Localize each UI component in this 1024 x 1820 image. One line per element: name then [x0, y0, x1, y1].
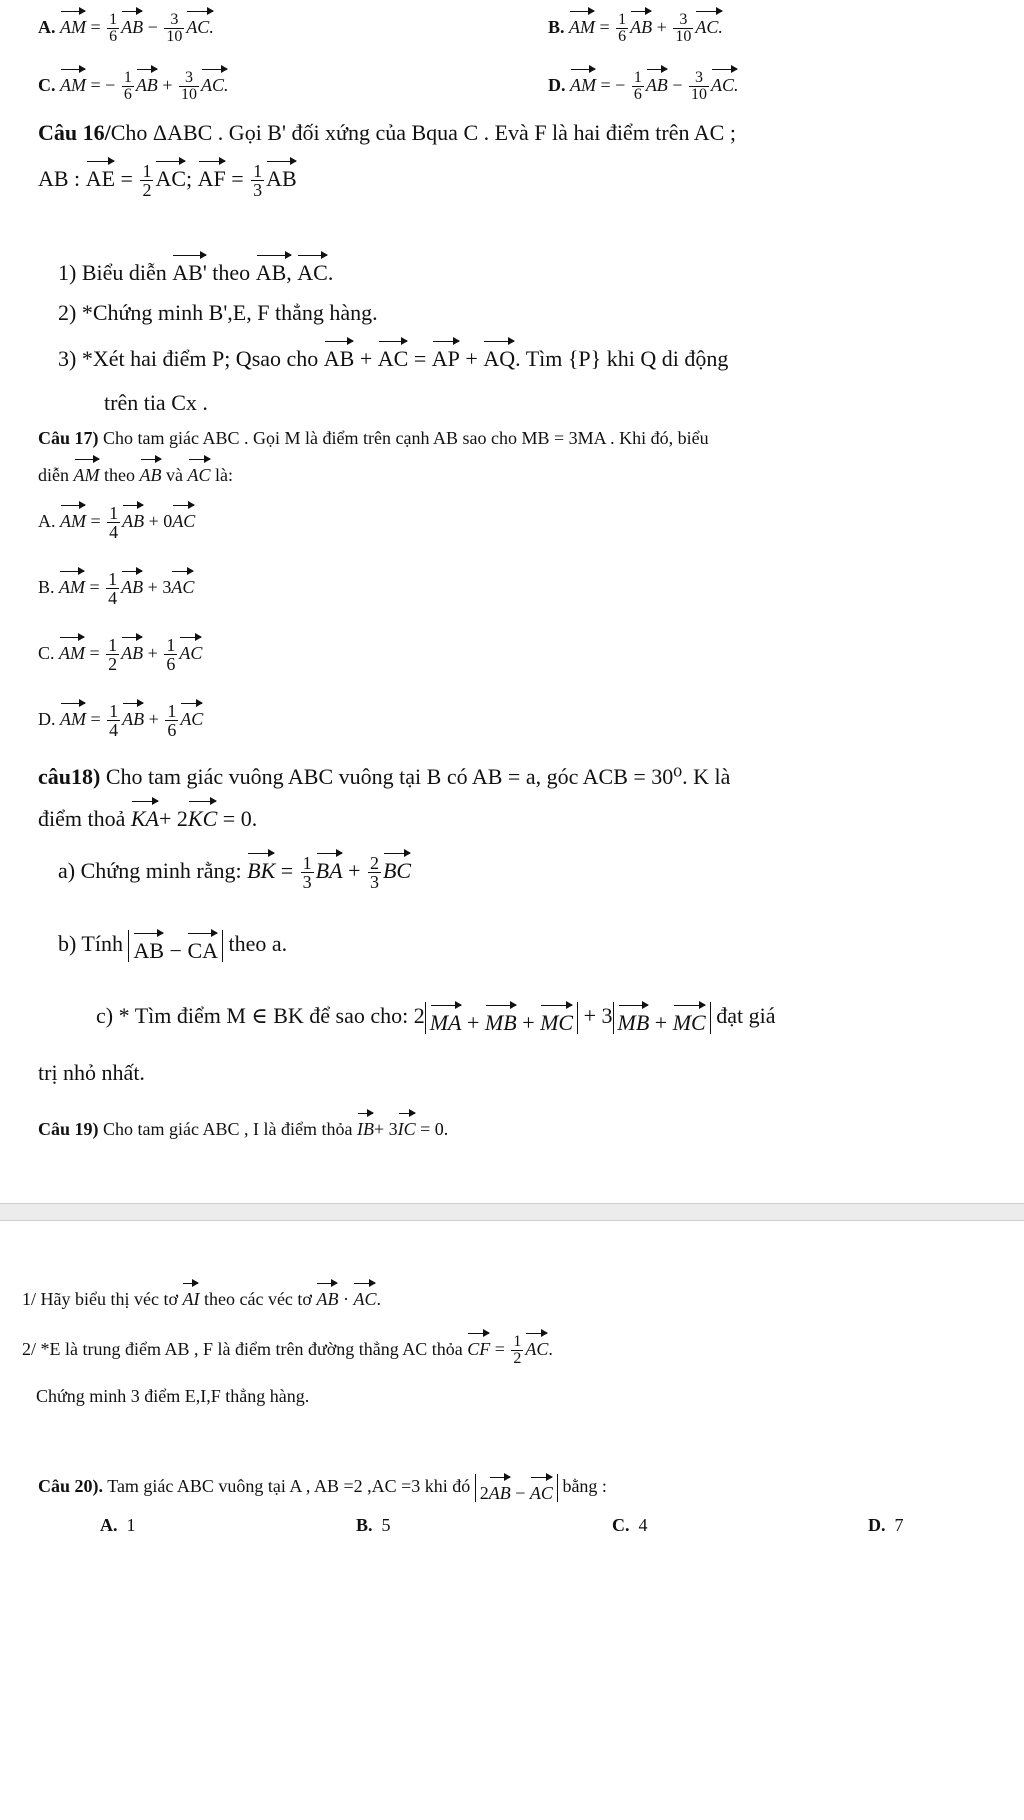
q18-part-c-line2: trị nhỏ nhất.	[38, 1060, 145, 1085]
q15-option-c: C. AM = − $\frac{1}{6}$ AB + $\frac{3}{10}$ AC.	[38, 66, 228, 103]
q20-option-c: C. 4	[612, 1515, 648, 1535]
q18-heading: câu18) Cho tam giác vuông ABC vuông tại B có AB = a, góc ACB = 30⁰. K là	[38, 764, 731, 789]
q18-part-a: a) Chứng minh rằng: BK = $\frac{1}{3}$ BA + $\frac{2}{3}$ BC	[58, 850, 411, 891]
q15-option-a: A. AM = $\frac{1}{6}$ AB − $\frac{3}{10}$ AC.	[38, 8, 214, 45]
q16-heading: Câu 16/Cho ΔABC . Gọi B' đối xứng của Bqua C . Evà F là hai điểm trên AC ;	[38, 120, 736, 145]
q20-option-a: A. 1	[100, 1515, 136, 1535]
q19-part3: Chứng minh 3 điểm E,I,F thẳng hàng.	[36, 1386, 310, 1406]
q16-part1: 1) Biểu diễn AB' theo AB, AC.	[58, 252, 333, 286]
q17-option-a: A. AM = $\frac{1}{4}$ AB + 0AC	[38, 503, 196, 543]
q17-option-c: C. AM = $\frac{1}{2}$ AB + $\frac{1}{6}$ AC	[38, 635, 203, 675]
q18-part-c: c) * Tìm điểm M ∈ BK để sao cho: 2 MA + MB + MC + 3 MB + MC đạt giá	[96, 1003, 776, 1035]
q16-formula: AB : AE = $\frac{1}{2}$ AC; AF = $\frac{1}{3}$ AB	[38, 158, 297, 199]
q17-heading: Câu 17) Cho tam giác ABC . Gọi M là điểm trên cạnh AB sao cho MB = 3MA . Khi đó, biểu	[38, 428, 709, 448]
q17-option-b: B. AM = $\frac{1}{4}$ AB + 3AC	[38, 569, 195, 609]
q18-part-b: b) Tính AB − CA theo a.	[58, 931, 288, 963]
q18-line2: điểm thoả KA+ 2KC = 0.	[38, 798, 257, 832]
q19-part2: 2/ *E là trung điểm AB , F là điểm trên đường thẳng AC thỏa CF = $\frac{1}{2}$ AC.	[22, 1330, 553, 1367]
q15-option-b: B. AM = $\frac{1}{6}$ AB + $\frac{3}{10}$ AC.	[548, 8, 723, 45]
q19-heading: Câu 19) Cho tam giác ABC , I là điểm thỏa IB+ 3IC = 0.	[38, 1110, 448, 1140]
q16-part2: 2) *Chứng minh B',E, F thẳng hàng.	[58, 300, 378, 325]
q20-heading: Câu 20). Tam giác ABC vuông tại A , AB =2 ,AC =3 khi đó 2AB − AC bằng :	[38, 1474, 607, 1502]
q16-part3: 3) *Xét hai điểm P; Qsao cho AB + AC = AP + AQ. Tìm {P} khi Q di động	[58, 338, 728, 372]
q17-option-d: D. AM = $\frac{1}{4}$ AB + $\frac{1}{6}$ AC	[38, 701, 204, 741]
q20-option-d: D. 7	[868, 1515, 904, 1535]
q19-part1: 1/ Hãy biểu thị véc tơ AI theo các véc tơ AB · AC.	[22, 1280, 381, 1310]
q15-option-d: D. AM = − $\frac{1}{6}$ AB − $\frac{3}{10}$ AC.	[548, 66, 738, 103]
section-divider	[0, 1203, 1024, 1221]
q16-part3-line2: trên tia Cx .	[104, 390, 208, 415]
q17-line2: diễn AM theo AB và AC là:	[38, 456, 233, 486]
q20-option-b: B. 5	[356, 1515, 391, 1535]
